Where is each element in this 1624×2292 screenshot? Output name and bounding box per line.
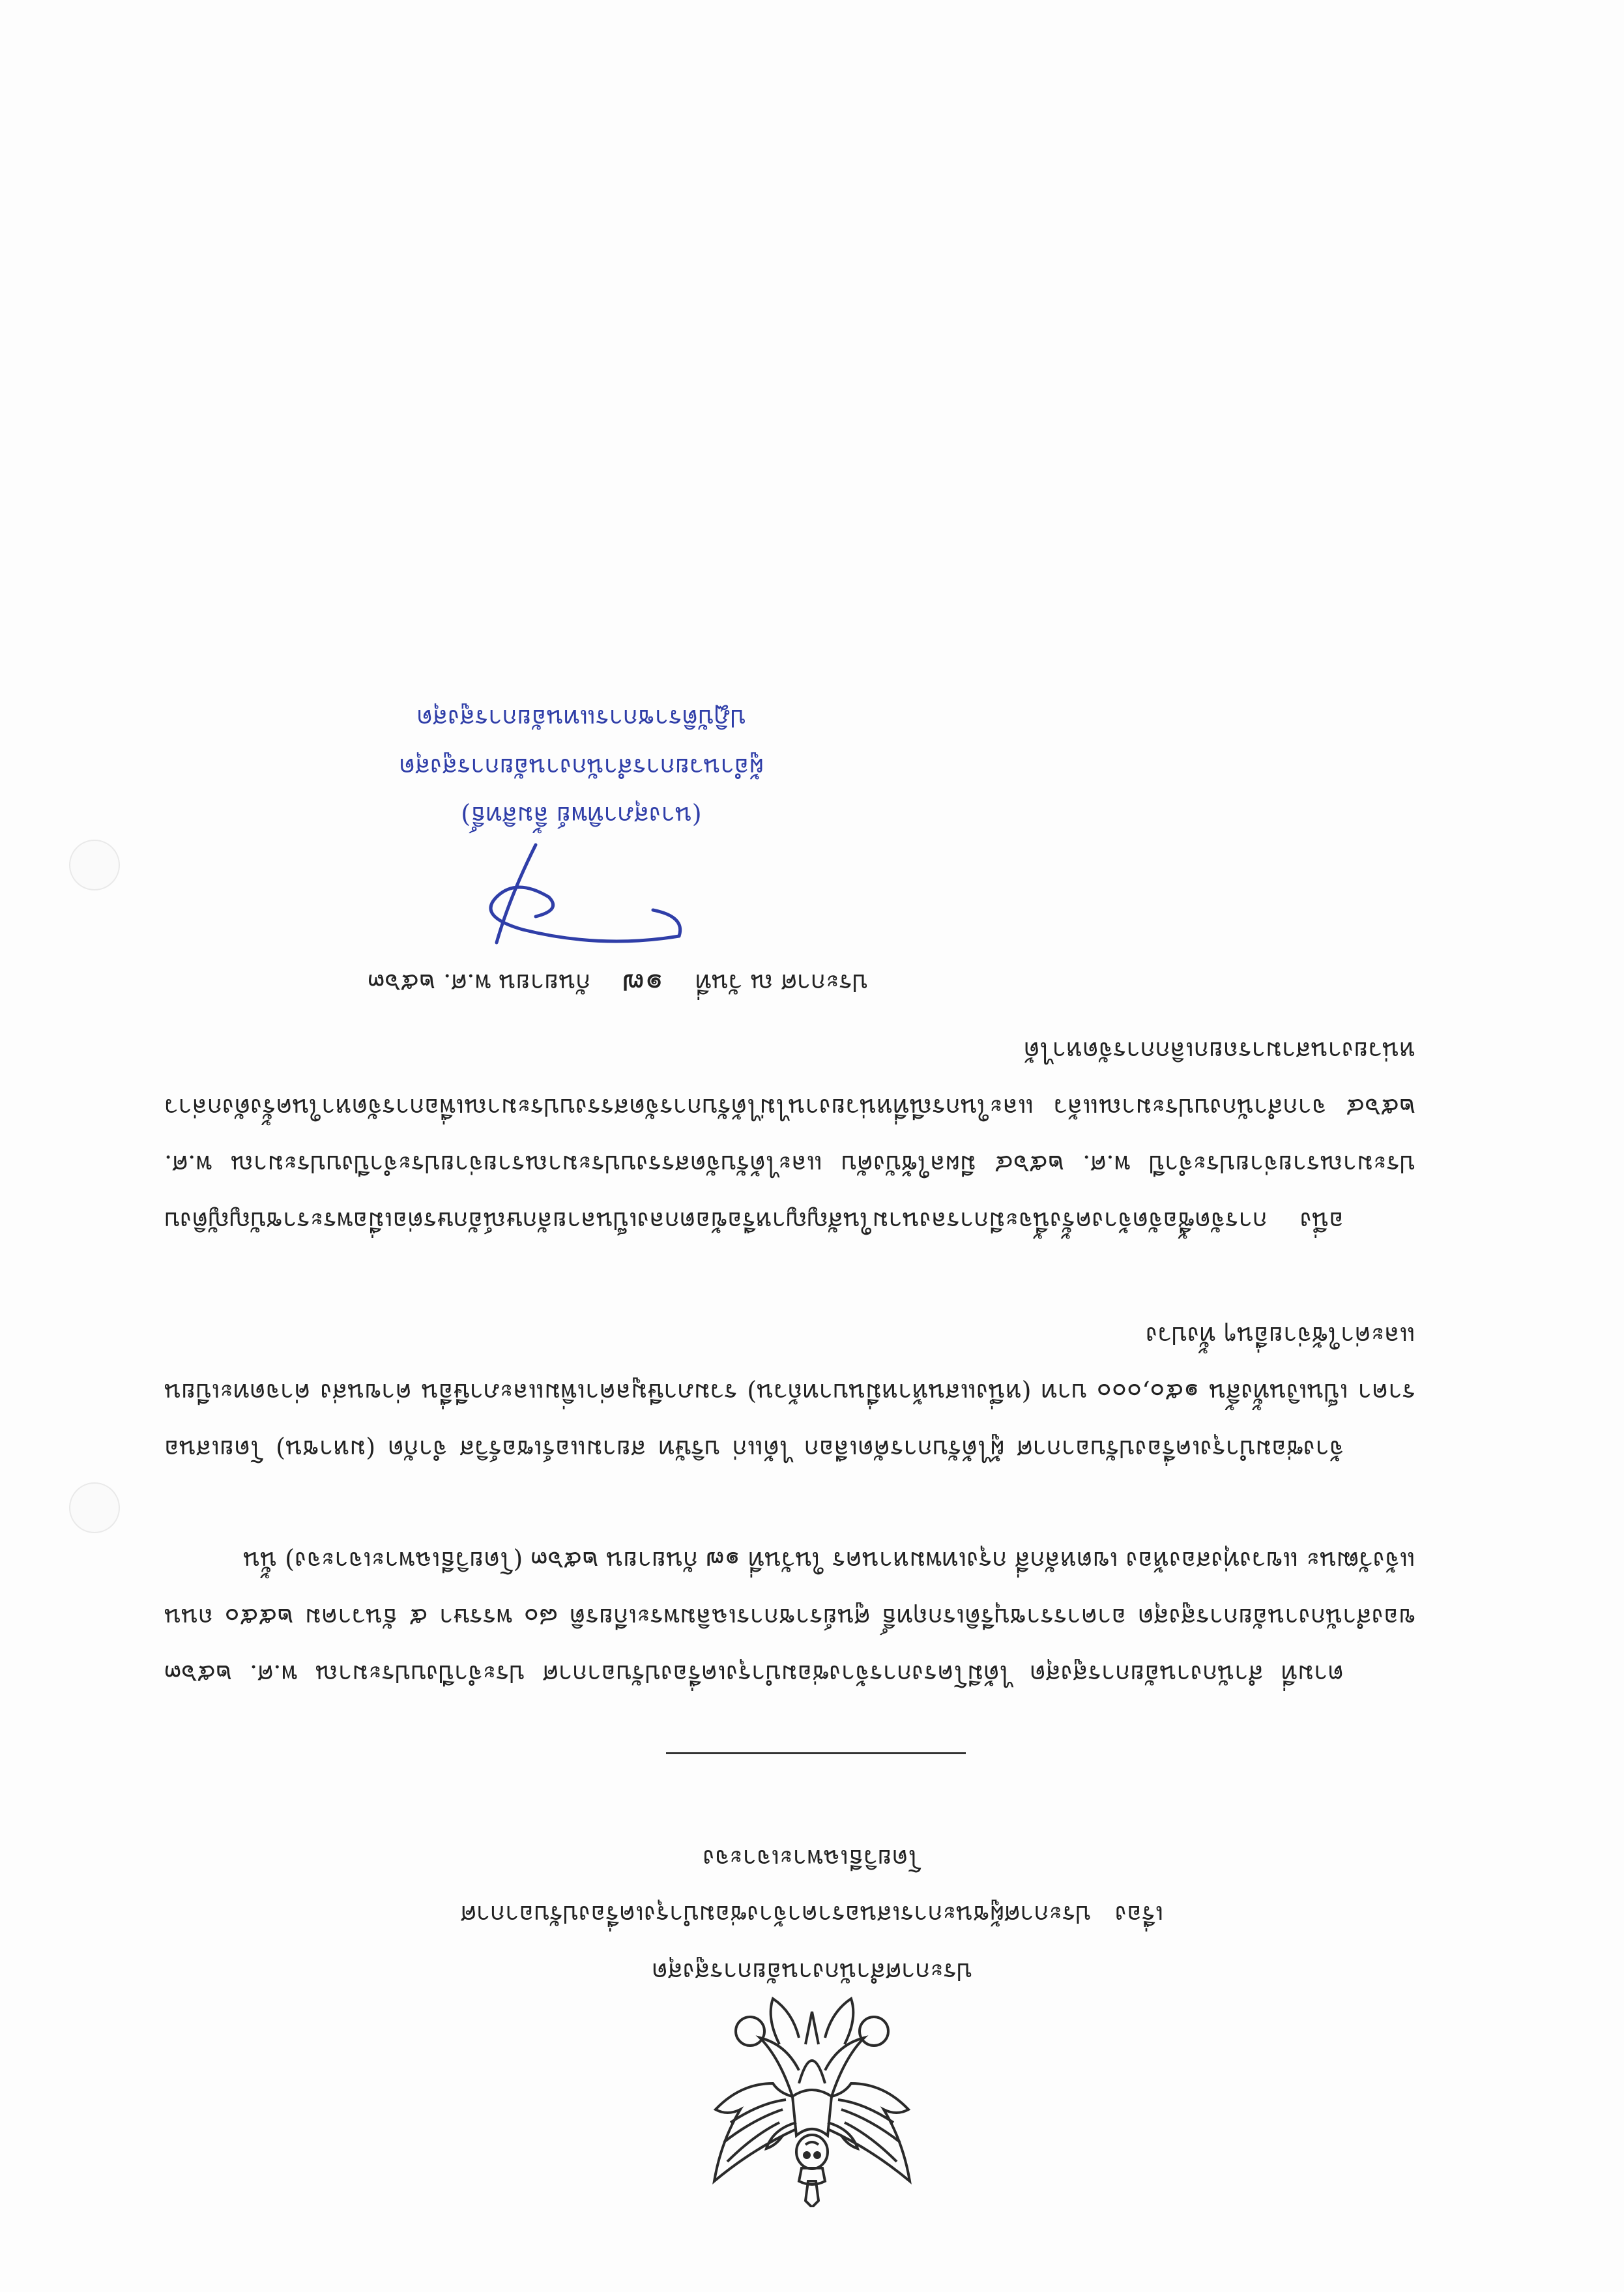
announcement-date [368,967,868,1003]
signer-position-2: ปฏิบัติราชการแทนอัยการสูงสุด [416,704,746,733]
paragraph-3: อนึ่ง การจัดซื้อจัดจ้างครั้งนี้จะมีการลงนามในสัญญาหรือข้อตกลงเป็นลายลักษณ์อักษรต่อเมื่อพระราชบัญญัติงบประมาณรายจ่ายประจำปี พ.ศ. ๒๕๖๔ มีผลใช้บังคับ และได้รับจัดสรรงบประมาณรายจ่ายประจำปีงบประมาณ พ.ศ. ๒๕๖๔ จากสำนักงบประมาณแล้ว และในกรณีที่หน่วยงานไม่ได้รับการจัดสรรงบประมาณเพื่อการจัดหาในครั้งดังกล่าว หน่วยงานสามารถยกเลิกการจัดหาได้ [164,1036,1415,1235]
procurement-method: โดยวิธีเฉพาะเจาะจง [703,1844,921,1873]
paragraph-2: จ้างซ่อมบำรุงเครื่องปรับอากาศ ผู้ได้รับการคัดเลือก ได้แก่ บริษัท สยามแอร์เซอร์วิส จำกัด (มหาชน) โดยเสนอราคา เป็นเงินทั้งสิ้น ๑๕๐,๐๐๐ บาท (หนึ่งแสนห้าหมื่นบาทถ้วน) รวมภาษีมูลค่าเพิ่มและภาษีอื่น ค่าขนส่ง ค่าจดทะเบียน และค่าใช้จ่ายอื่นๆ ทั้งปวง [164,1321,1415,1463]
subject-line [0,1902,1624,1927]
signer-name: (นางสุภาทิพย์ ลิ้มสิทธิ์) [461,801,702,830]
announce-month-year: กันยายน พ.ศ. ๒๕๖๓ [368,969,591,997]
punch-hole-top [69,1482,120,1533]
announce-prefix: ประกาศ ณ วันที่ [695,969,868,997]
punch-hole-bottom [69,840,120,890]
subject-label: เรื่อง [1114,1900,1164,1929]
subject-text: ประกาศผู้ชนะการเสนอราคาจ้างซ่อมบำรุงเครื่องปรับอากาศ [460,1900,1092,1929]
document-title: ประกาศสำนักงานอัยการสูงสุด [651,1958,973,1986]
title-divider [666,1752,966,1754]
signer-position-1: ผู้อำนวยการสำนักงานอัยการสูงสุด [399,753,764,782]
announce-day: ๑๗ [622,967,664,1003]
garuda-emblem-icon [701,1992,923,2207]
paragraph-1: ตามที่ สำนักงานอัยการสูงสุด ได้มีโครงการจ้างซ่อมบำรุงเครื่องปรับอากาศ ประจำปีงบประมาณ พ.ศ. ๒๕๖๓ ของสำนักงานอัยการสูงสุด อาคารราชบุรีดิเรกฤทธิ์ ศูนย์ราชการเฉลิมพระเกียรติ ๘๐ พรรษา ๕ ธันวาคม ๒๕๕๐ ถนนแจ้งวัฒนะ แขวงทุ่งสองห้อง เขตหลักสี่ กรุงเทพมหานคร ในวันที่ ๑๗ กันยายน ๒๕๖๓ (โดยวิธีเฉพาะเจาะจง) นั้น [164,1546,1415,1688]
handwritten-signature [418,838,692,956]
